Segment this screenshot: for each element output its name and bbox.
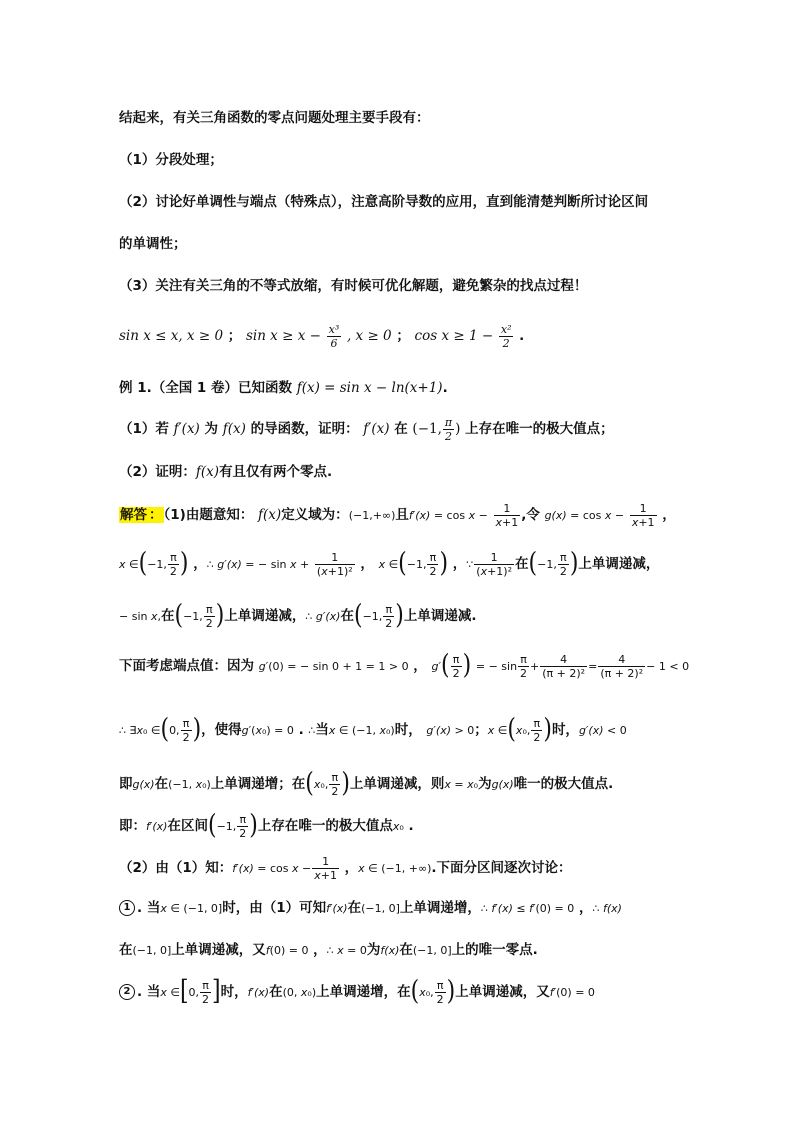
inequality-line: sin x ≤ x, x ≥ 0 ； sin x ≥ x − $\frac{\text{x³}}{6}$ , x ≥ 0 ； cos x ≥ 1 − $\frac{\text{x²}}{2}$ . — [119, 322, 525, 350]
case-number-2: 2 — [119, 984, 135, 1000]
summary-point-2-cont: 的单调性； — [119, 236, 187, 252]
case-2-line: 2 . 当x ∈[0, $\frac{\pi}{2}$ ]时，f′(x)在(0, x₀)上单调递增，在(x₀, $\frac{\pi}{2}$ )上单调递减，又f′(0) = 0 — [119, 974, 595, 1011]
solution-line-6: 即g(x)在(−1, x₀)上单调递增；在(x₀, $\frac{\pi}{2}$ )上单调递减，则x = x₀为g(x)唯一的极大值点. — [119, 767, 614, 799]
solution-line-7: 即：f′(x)在区间(−1, $\frac{\pi}{2}$ )上存在唯一的极大值点x₀ . — [119, 809, 414, 841]
example-question-2: （2）证明：f(x)有且仅有两个零点. — [119, 464, 333, 480]
solution-line-8: （2）由（1）知：f′(x) = cos x − $\frac{1}{x+1}$ ，x ∈ (−1, +∞).下面分区间逐次讨论： — [119, 854, 572, 882]
solution-line-1: 解答 ：（1)由题意知： f(x)定义域为：(−1,+∞)且f′(x) = cos x − $\frac{1}{x+1}$ ,令 g(x) = cos x − $\frac{1}{x+1}$ ， — [120, 501, 676, 529]
solution-line-2: x ∈(−1, $\frac{\pi}{2}$ ) ，∴ g′(x) = − sin x + $\frac{1}{\text{(x+1)²}}$ ， x ∈(−1, $\frac{\pi}{2}$ ) ，∵ $\frac{1}{\text{(x+1)²}}$ 在(−1, $\frac{\pi}{2}$ )上单调递减， — [119, 547, 660, 579]
summary-point-1: （1）分段处理； — [119, 152, 223, 168]
solution-label: 解答 — [120, 507, 147, 523]
example-heading: 例 1.（全国 1 卷）已知函数 f(x) = sin x − ln(x+1). — [119, 380, 448, 396]
case-number-1: 1 — [119, 900, 135, 916]
solution-line-4: 下面考虑端点值：因为 g′(0) = − sin 0 + 1 = 1 > 0 ， g′( $\frac{\pi}{2}$ ) = − sin $\frac{\pi}{2}$ + $\frac{4}{\text{(π + 2)²}}$ = $\frac{4}{\text{(π + 2)²}}$ − 1 < 0 — [119, 649, 690, 681]
solution-line-5: ∴ ∃x₀ ∈(0, $\frac{\pi}{2}$ )，使得g′(x₀) = 0 . ∴当x ∈ (−1, x₀)时， g′(x) > 0；x ∈(x₀, $\frac{\pi}{2}$ )时，g′(x) < 0 — [119, 713, 627, 745]
summary-point-3: （3）关注有关三角的不等式放缩，有时候可优化解题，避免繁杂的找点过程！ — [119, 278, 588, 294]
case-1-line-cont: 在(−1, 0]上单调递减，又f(0) = 0 ，∴ x = 0为f(x)在(−1, 0]上的唯一零点. — [119, 942, 538, 958]
case-1-line: 1 . 当x ∈ (−1, 0]时，由（1）可知f′(x)在(−1, 0]上单调递增，∴ f′(x) ≤ f′(0) = 0 ，∴ f(x) — [119, 896, 622, 921]
solution-line-3: − sin x,在(−1, $\frac{\pi}{2}$ )上单调递减，∴ g′(x)在(−1, $\frac{\pi}{2}$ )上单调递减. — [119, 599, 477, 631]
summary-intro: 结起来，有关三角函数的零点问题处理主要手段有： — [119, 110, 430, 126]
summary-point-2: （2）讨论好单调性与端点（特殊点），注意高阶导数的应用，直到能清楚判断所讨论区间 — [119, 194, 649, 210]
example-question-1: （1）若 f′(x) 为 f(x) 的导函数，证明： f′(x) 在 (−1, $\frac{\pi}{2}$ ) 上存在唯一的极大值点； — [119, 415, 614, 443]
